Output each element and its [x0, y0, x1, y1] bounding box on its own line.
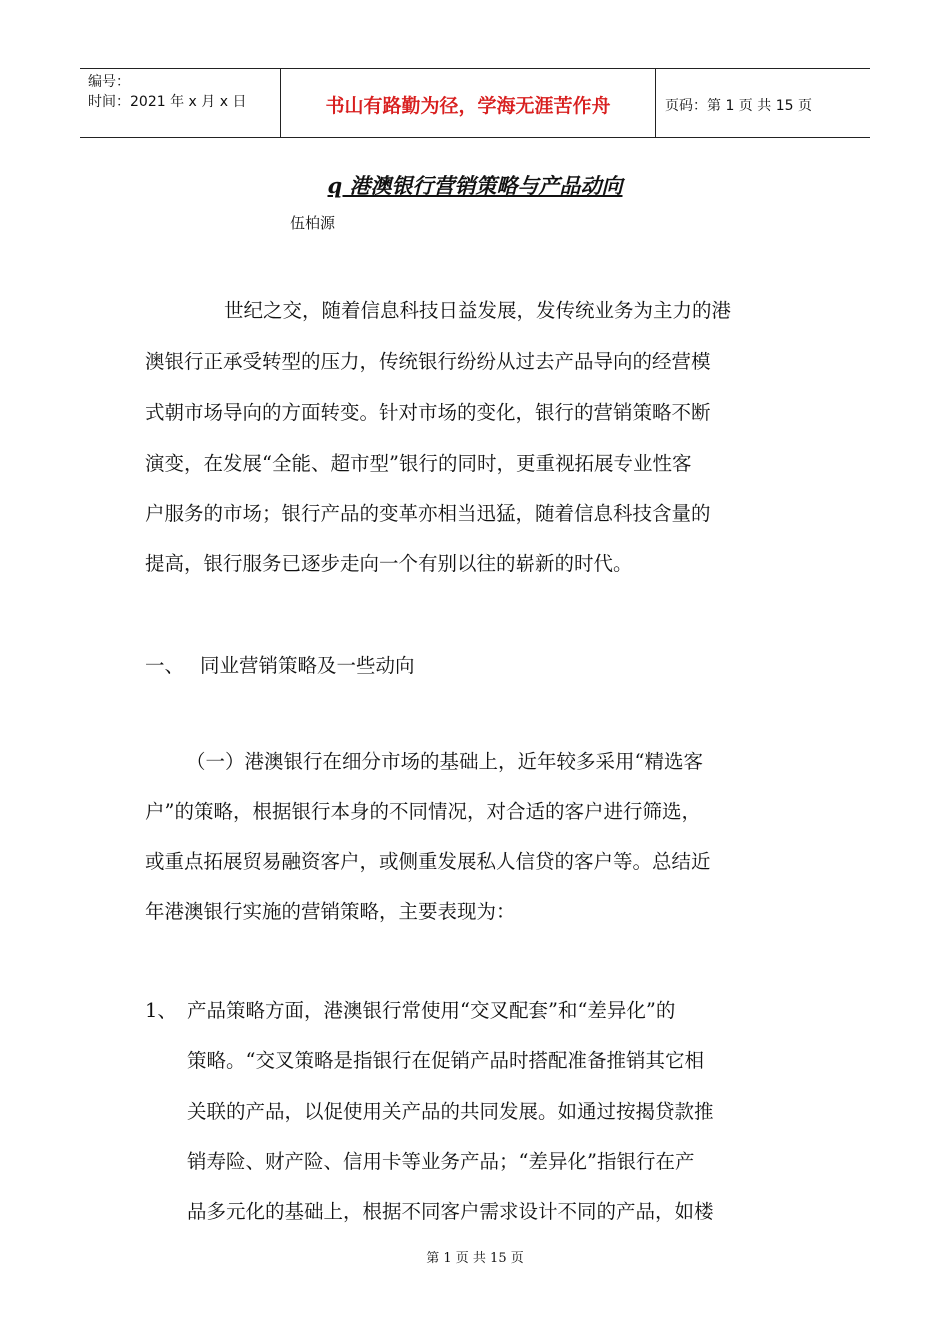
- list-item-line: 产品策略方面，港澳银行常使用“交叉配套”和“差异化”的: [187, 999, 676, 1022]
- paragraph-line: （一）港澳银行在细分市场的基础上，近年较多采用“精选客: [186, 750, 703, 773]
- header-page-cell: [655, 69, 870, 137]
- author: 伍柏源: [290, 214, 336, 232]
- page-footer: 第 1 页 共 15 页: [426, 1251, 524, 1266]
- paragraph-line: 户服务的市场；银行产品的变革亦相当迅猛，随着信息科技含量的: [145, 502, 711, 525]
- paragraph-line: 演变，在发展“全能、超市型”银行的同时，更重视拓展专业性客: [145, 452, 692, 475]
- page-header: [80, 68, 870, 138]
- motto: 书山有路勤为径，学海无涯苦作舟: [325, 95, 611, 117]
- list-item-line: 品多元化的基础上，根据不同客户需求设计不同的产品，如楼: [187, 1200, 714, 1223]
- header-page-info: 页码：第 1 页 共 15 页: [665, 98, 812, 114]
- list-item-line: 销寿险、财产险、信用卡等业务产品；“差异化”指银行在产: [187, 1150, 695, 1173]
- paragraph-line: 世纪之交，随着信息科技日益发展，发传统业务为主力的港: [224, 299, 732, 322]
- header-motto-cell: [280, 69, 656, 137]
- paragraph-line: 年港澳银行实施的营销策略，主要表现为：: [145, 900, 516, 923]
- header-meta: [80, 69, 280, 137]
- list-number: 1、: [145, 999, 177, 1022]
- document-title: q 港澳银行营销策略与产品动向: [327, 173, 623, 198]
- time-label: 时间：2021 年 x 月 x 日: [88, 94, 247, 110]
- section-number: 一、: [145, 654, 185, 677]
- number-label: 编号：: [88, 74, 130, 90]
- paragraph-line: 户”的策略，根据银行本身的不同情况，对合适的客户进行筛选，: [145, 800, 701, 823]
- paragraph-line: 澳银行正承受转型的压力，传统银行纷纷从过去产品导向的经营模: [145, 350, 711, 373]
- list-item-line: 策略。“交叉策略是指银行在促销产品时搭配准备推销其它相: [187, 1049, 704, 1072]
- paragraph-line: 式朝市场导向的方面转变。针对市场的变化，银行的营销策略不断: [145, 401, 711, 424]
- section-heading: 同业营销策略及一些动向: [200, 654, 415, 677]
- paragraph-line: 或重点拓展贸易融资客户，或侧重发展私人信贷的客户等。总结近: [145, 850, 711, 873]
- list-item-line: 关联的产品，以促使用关产品的共同发展。如通过按揭贷款推: [187, 1100, 714, 1123]
- paragraph-line: 提高，银行服务已逐步走向一个有别以往的崭新的时代。: [145, 552, 633, 575]
